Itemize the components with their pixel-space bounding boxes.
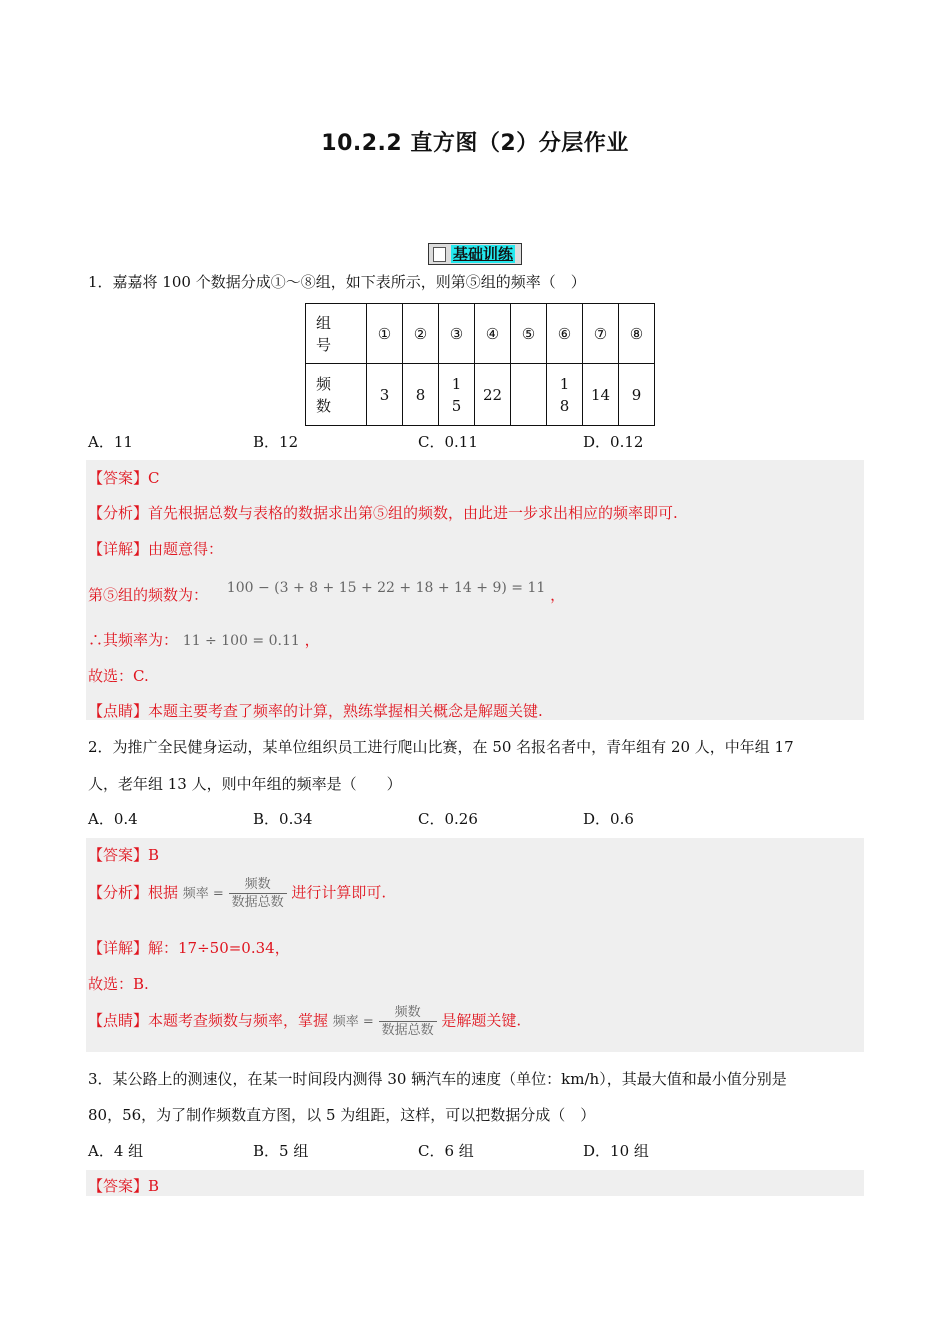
q2-comment-formula-lhs: 频率 =	[332, 1014, 374, 1030]
q3-option-b: B．5 组	[253, 1142, 309, 1160]
q2-option-d: D．0.6	[583, 810, 634, 828]
q2-stem-line2: 人，老年组 13 人，则中年组的频率是（ ）	[88, 775, 402, 793]
q2-comment-prefix: 【点睛】本题考查频数与频率，掌握	[88, 1011, 329, 1030]
table-cell: 3	[367, 364, 403, 426]
q3-option-d: D．10 组	[583, 1142, 649, 1160]
checkbox-icon	[433, 247, 446, 262]
table-cell: 22	[475, 364, 511, 426]
q1-option-d: D．0.12	[583, 433, 644, 451]
section-label: 基础训练	[452, 245, 513, 263]
q2-comment	[88, 1004, 521, 1039]
table-cell: ⑧	[619, 304, 655, 364]
fraction-numerator: 频数	[379, 1004, 437, 1022]
q1-option-b: B．12	[253, 433, 299, 451]
q3-option-a: A．4 组	[88, 1142, 144, 1160]
q3-solution-box	[86, 1170, 864, 1196]
table-cell: ③	[439, 304, 475, 364]
q2-analysis-prefix: 【分析】根据	[88, 883, 179, 902]
q2-detail: 【详解】解：17÷50=0.34，	[88, 939, 290, 957]
table-cell: 18	[547, 364, 583, 426]
q1-step1	[88, 576, 566, 604]
table-cell: ②	[403, 304, 439, 364]
q1-conclusion: 故选：C.	[88, 667, 149, 685]
q1-detail: 【详解】由题意得：	[88, 540, 224, 558]
q2-option-c: C．0.26	[418, 810, 478, 828]
q1-answer: 【答案】C	[88, 469, 160, 487]
table-cell	[511, 364, 547, 426]
table-cell: ⑤	[511, 304, 547, 364]
q1-step1-end: ，	[550, 586, 566, 604]
frequency-table	[305, 303, 655, 426]
page-title: 10.2.2 直方图（2）分层作业	[321, 131, 629, 156]
q2-conclusion: 故选：B.	[88, 975, 149, 993]
q2-option-a: A．0.4	[88, 810, 138, 828]
table-cell: 15	[439, 364, 475, 426]
section-badge	[428, 243, 522, 265]
table-cell: 14	[583, 364, 619, 426]
table-row	[306, 304, 655, 364]
q1-stem: 1．嘉嘉将 100 个数据分成①～⑧组，如下表所示，则第⑤组的频率（ ）	[88, 273, 586, 291]
q1-analysis: 【分析】首先根据总数与表格的数据求出第⑤组的频数，由此进一步求出相应的频率即可.	[88, 504, 678, 522]
q3-option-c: C．6 组	[418, 1142, 474, 1160]
q1-option-c: C．0.11	[418, 433, 478, 451]
q2-answer: 【答案】B	[88, 846, 160, 864]
q2-formula-fraction	[229, 876, 287, 911]
fraction-numerator: 频数	[229, 876, 287, 894]
table-cell: 8	[403, 364, 439, 426]
row-label-group: 组号	[306, 304, 367, 364]
q2-comment-fraction	[379, 1004, 437, 1039]
q1-step1-formula: 100 − (3 + 8 + 15 + 22 + 18 + 14 + 9) = 11	[226, 580, 546, 596]
q1-step2-label: ∴其频率为：	[88, 631, 179, 649]
q1-option-a: A．11	[88, 433, 133, 451]
q2-formula-lhs: 频率 =	[182, 886, 224, 902]
table-row	[306, 364, 655, 426]
q3-answer: 【答案】B	[88, 1177, 160, 1195]
q2-analysis	[88, 876, 386, 911]
table-cell: ⑥	[547, 304, 583, 364]
q1-step1-label: 第⑤组的频数为：	[88, 586, 209, 604]
table-cell: ⑦	[583, 304, 619, 364]
q1-comment: 【点睛】本题主要考查了频率的计算，熟练掌握相关概念是解题关键.	[88, 702, 543, 720]
q1-step2-end: ，	[304, 631, 320, 649]
q2-analysis-suffix: 进行计算即可.	[291, 883, 387, 902]
q2-comment-suffix: 是解题关键.	[441, 1011, 522, 1030]
table-cell: ④	[475, 304, 511, 364]
q2-option-b: B．0.34	[253, 810, 313, 828]
q2-stem-line1: 2．为推广全民健身运动，某单位组织员工进行爬山比赛，在 50 名报名者中，青年组有 20 人，中年组 17	[88, 738, 794, 756]
fraction-denominator: 数据总数	[381, 1023, 434, 1038]
table-cell: ①	[367, 304, 403, 364]
q1-step2-formula: 11 ÷ 100 = 0.11	[182, 633, 300, 649]
q1-step2	[88, 629, 320, 650]
q3-stem-line2: 80，56，为了制作频数直方图，以 5 为组距，这样，可以把数据分成（ ）	[88, 1106, 596, 1124]
fraction-denominator: 数据总数	[231, 895, 284, 910]
section-header	[0, 243, 950, 265]
row-label-count: 频数	[306, 364, 367, 426]
q3-stem-line1: 3．某公路上的测速仪，在某一时间段内测得 30 辆汽车的速度（单位：km/h），其最大值和最小值分别是	[88, 1070, 787, 1088]
table-cell: 9	[619, 364, 655, 426]
